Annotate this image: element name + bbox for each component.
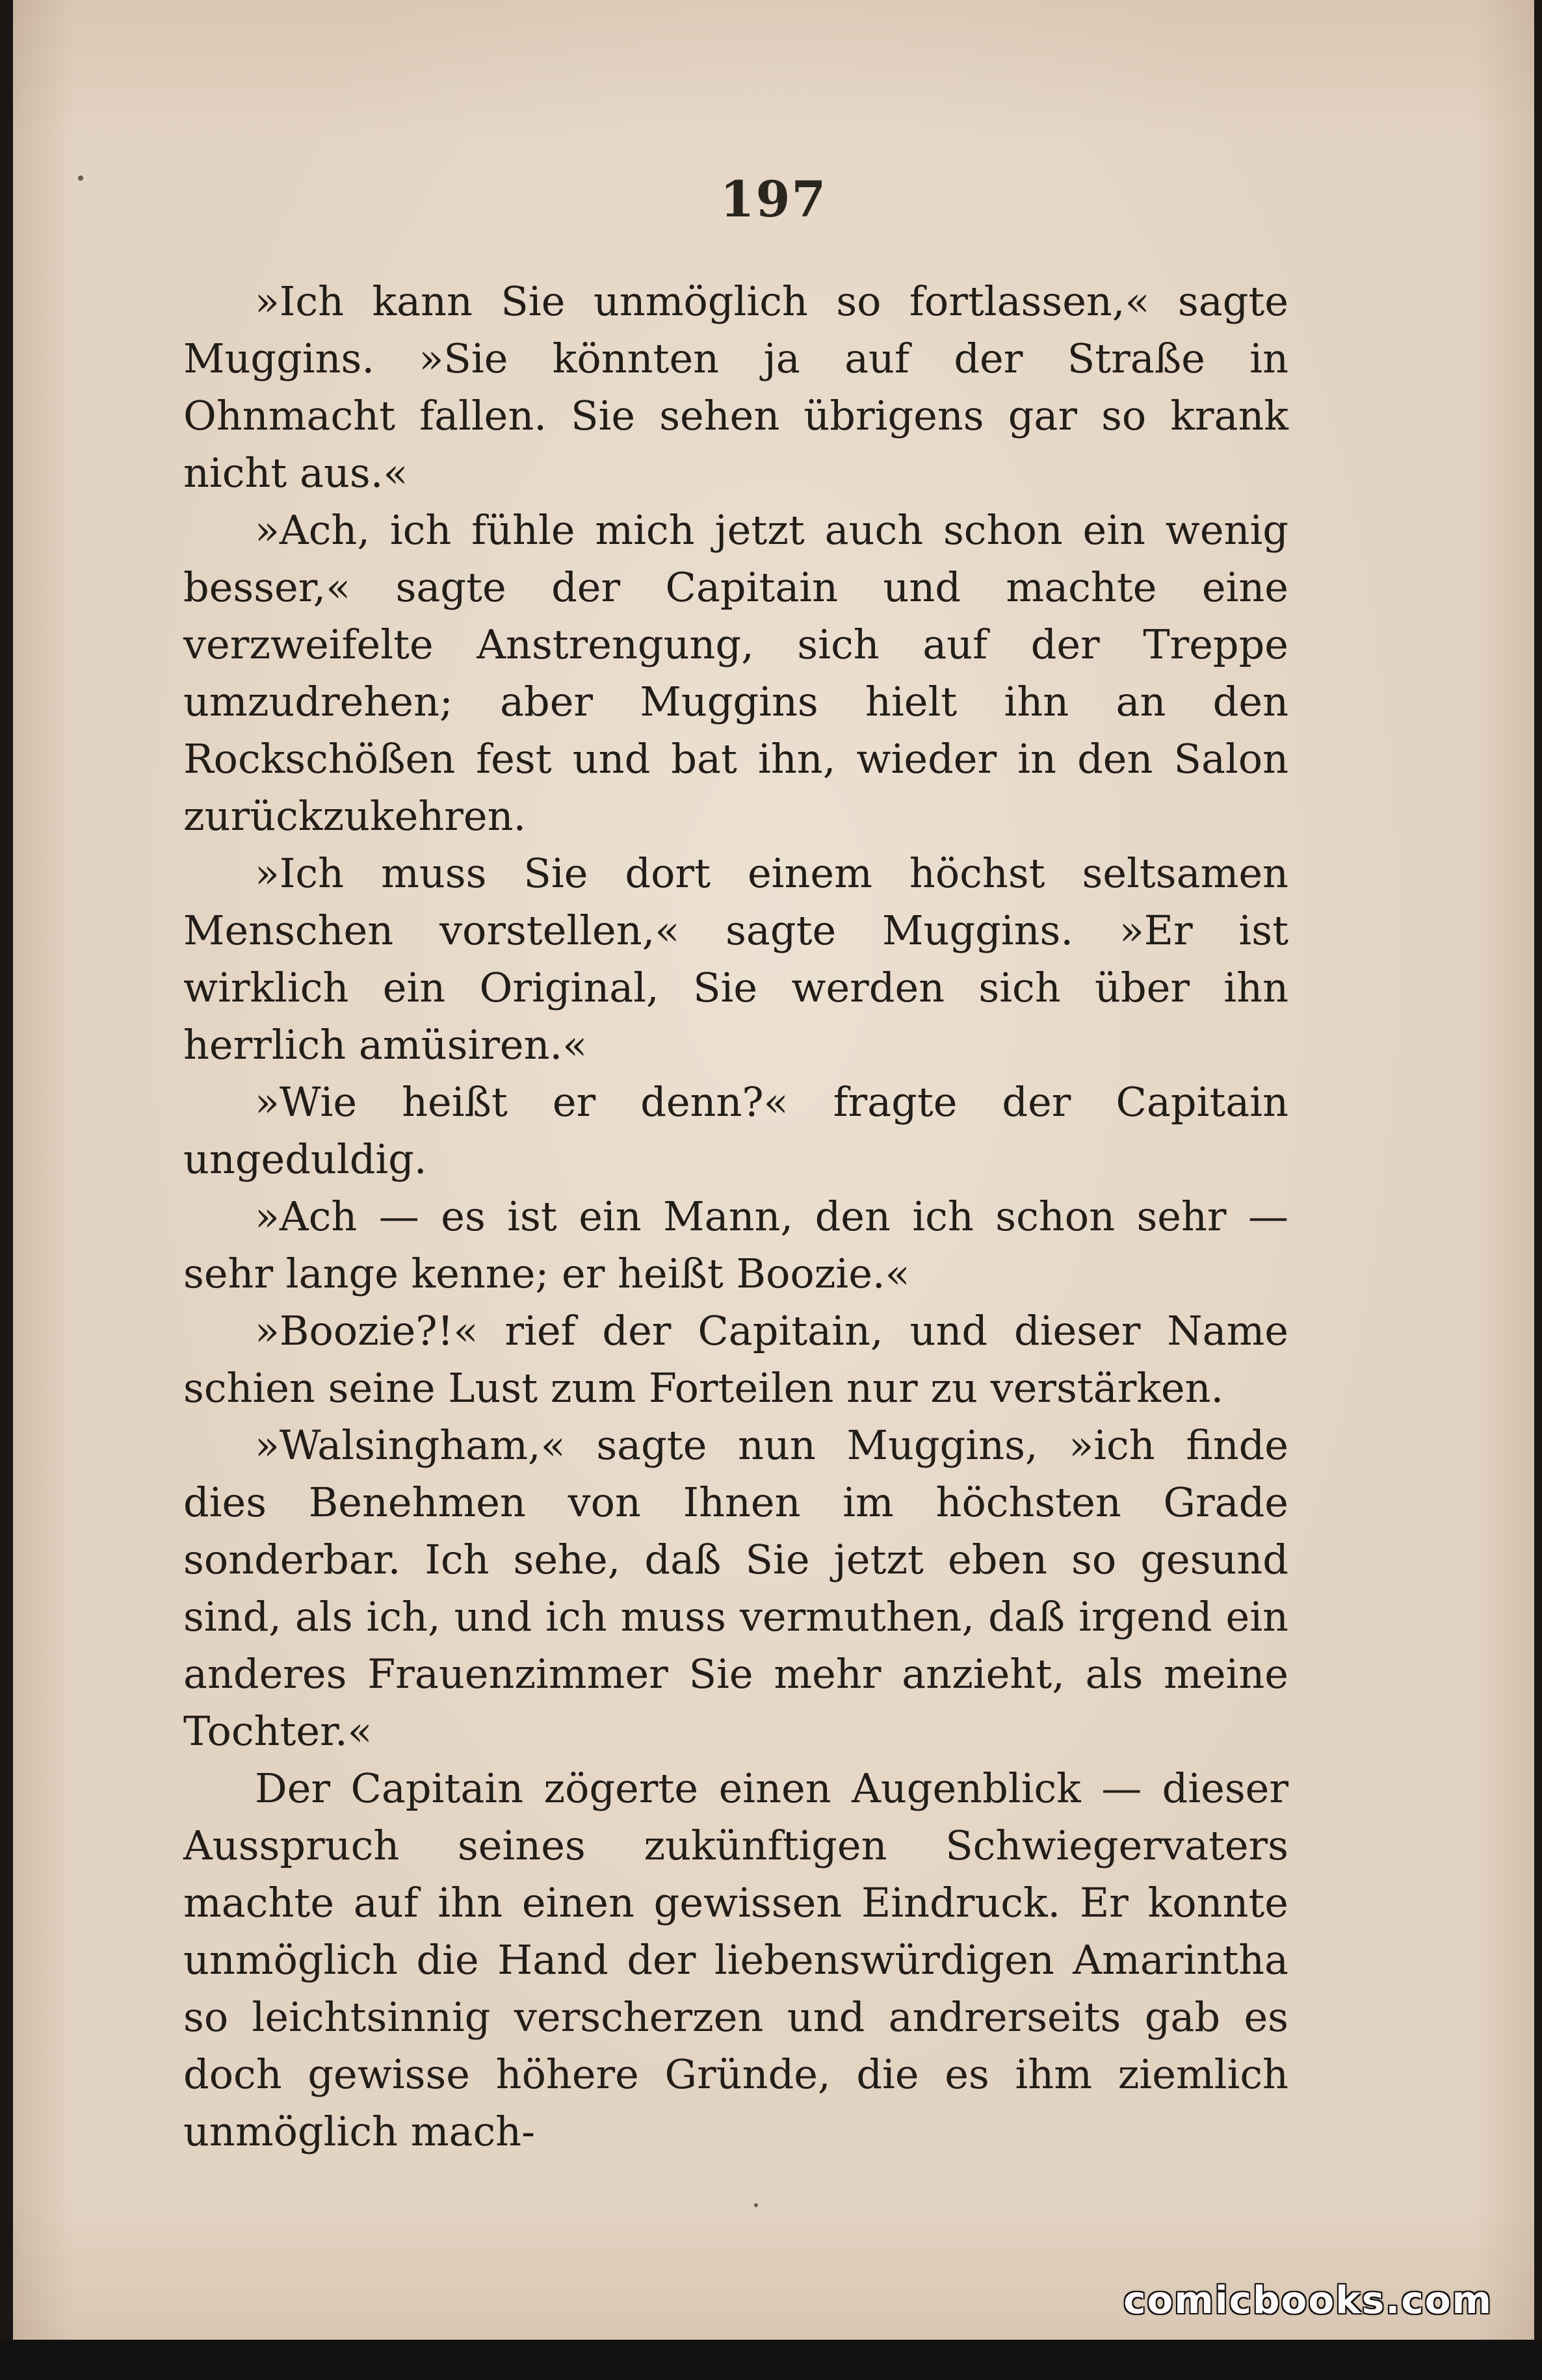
- paragraph: »Boozie?!« rief der Capitain, und dieser Name schien seine Lust zum Forteilen nur zu verstärken.: [183, 1307, 1288, 1412]
- paragraph: »Ach, ich fühle mich jetzt auch schon ein wenig besser,« sagte der Capitain und machte eine verzweifelte Anstrengung, sich auf der Treppe umzudrehen; aber Muggins hielt ihn an den Rockschößen fest und bat ihn, wieder in den Salon zurückzukehren.: [183, 506, 1288, 840]
- scan-border: [0, 2340, 1542, 2380]
- body-text: [183, 273, 1288, 2160]
- paragraph: »Ich kann Sie unmöglich so fortlassen,« sagte Muggins. »Sie könnten ja auf der Straße in Ohnmacht fallen. Sie sehen übrigens gar so krank nicht aus.«: [183, 278, 1288, 497]
- page-number: 197: [720, 170, 828, 228]
- paper-speck: [754, 2203, 758, 2207]
- paragraph: »Wie heißt er denn?« fragte der Capitain ungeduldig.: [183, 1078, 1288, 1183]
- paragraph: »Ach — es ist ein Mann, den ich schon sehr — sehr lange kenne; er heißt Boozie.«: [183, 1193, 1288, 1297]
- paragraph: »Walsingham,« sagte nun Muggins, »ich finde dies Benehmen von Ihnen im höchsten Grade sonderbar. Ich sehe, daß Sie jetzt eben so gesund sind, als ich, und ich muss vermuthen, daß irgend ein anderes Frauenzimmer Sie mehr anzieht, als meine Tochter.«: [183, 1421, 1288, 1755]
- paragraph: Der Capitain zögerte einen Augenblick — dieser Ausspruch seines zukünftigen Schwiegervaters machte auf ihn einen gewissen Eindruck. Er konnte unmöglich die Hand der liebenswürdigen Amarintha so leichtsinnig verscherzen und andrerseits gab es doch gewisse höhere Gründe, die es ihm ziemlich unmöglich mach-: [183, 1765, 1288, 2155]
- paragraph: »Ich muss Sie dort einem höchst seltsamen Menschen vorstellen,« sagte Muggins. »Er ist wirklich ein Original, Sie werden sich über ihn herrlich amüsiren.«: [183, 849, 1288, 1068]
- paper-speck: [78, 175, 83, 181]
- watermark: comicbooks.com: [1123, 2278, 1493, 2322]
- book-page: [13, 0, 1534, 2340]
